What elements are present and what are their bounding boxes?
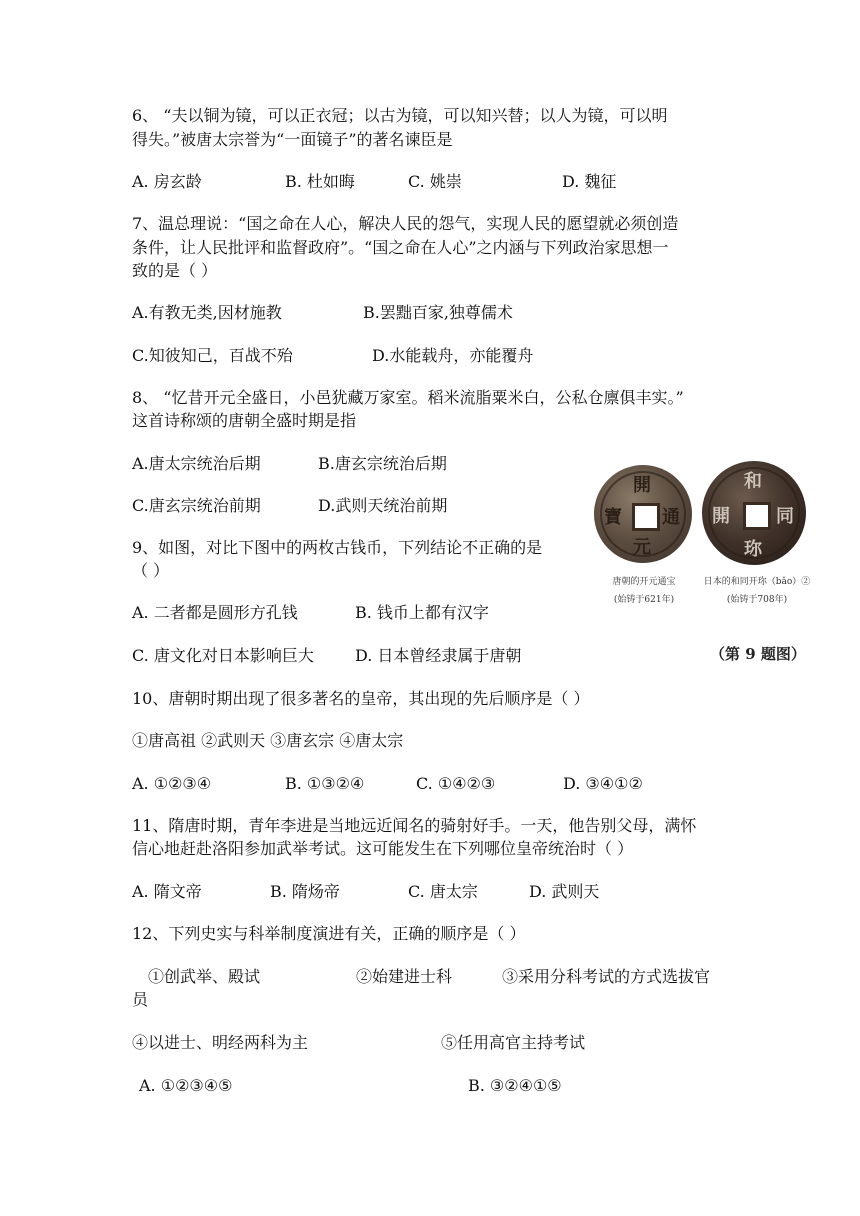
q10-option-b: B. ①③②④ <box>285 774 365 793</box>
coin1-glyph-left: 寶 <box>604 507 622 528</box>
q10-option-d: D. ③④①② <box>563 774 643 793</box>
coins-figure <box>590 455 822 670</box>
q7-option-a: A.有教无类,因材施教 <box>132 303 282 322</box>
q7-option-b: B.罢黜百家,独尊儒术 <box>363 303 513 322</box>
q12-stem: 12、下列史实与科举制度演进有关，正确的顺序是（ ） <box>132 924 526 943</box>
q6-option-c: C. 姚崇 <box>408 172 462 191</box>
q9-stem-line1: 9、如图，对比下图中的两枚古钱币，下列结论不正确的是 <box>132 538 543 557</box>
q9-option-c: C. 唐文化对日本影响巨大 <box>132 646 314 665</box>
coin2-glyph-bottom: 珎 <box>744 539 762 560</box>
q8-option-d: D.武则天统治前期 <box>318 496 448 515</box>
q12-option-b: B. ③②④①⑤ <box>468 1076 562 1095</box>
wado-kaichin-coin <box>702 461 806 565</box>
q12-item-1: ①创武举、殿试 <box>148 967 261 986</box>
coin2-caption-date: (始铸于708年) <box>726 595 788 605</box>
q9-option-a: A. 二者都是圆形方孔钱 <box>132 603 298 622</box>
q10-items: ①唐高祖 ②武则天 ③唐玄宗 ④唐太宗 <box>132 731 404 750</box>
q11-option-d: D. 武则天 <box>529 882 600 901</box>
coin2-caption-name: 日本的和同开珎（bǎo）② <box>703 577 811 587</box>
q10-stem: 10、唐朝时期出现了很多著名的皇帝，其出现的先后顺序是（ ） <box>132 689 590 708</box>
coin1-glyph-top: 開 <box>633 475 651 496</box>
q12-item-3: ③采用分科考试的方式选拔官 <box>502 967 711 986</box>
q6-option-a: A. 房玄龄 <box>132 172 202 191</box>
q12-item-3-wrap: 员 <box>132 990 149 1009</box>
coin1-caption-name: 唐朝的开元通宝 <box>612 577 676 587</box>
figure-label: （第 9 题图） <box>710 645 806 663</box>
coin2-glyph-left: 開 <box>712 506 730 527</box>
coin1-glyph-bottom: 元 <box>633 537 651 558</box>
q9-option-d: D. 日本曾经隶属于唐朝 <box>355 646 522 665</box>
q11-option-b: B. 隋炀帝 <box>270 882 340 901</box>
q11-option-c: C. 唐太宗 <box>408 882 478 901</box>
q12-item-4: ④以进士、明经两科为主 <box>132 1033 309 1052</box>
q6-stem-line2: 得失。”被唐太宗誉为“一面镜子”的著名谏臣是 <box>132 130 453 149</box>
q8-option-b: B.唐玄宗统治后期 <box>318 454 447 473</box>
q8-stem-line1: 8、 “忆昔开元全盛日，小邑犹藏万家室。稻米流脂粟米白，公私仓廪俱丰实。” <box>132 388 684 407</box>
q6-stem-line1: 6、 “夫以铜为镜，可以正衣冠；以古为镜，可以知兴替；以人为镜，可以明 <box>132 106 668 125</box>
q12-item-5: ⑤任用高官主持考试 <box>441 1033 586 1052</box>
kaiyuan-tongbao-coin <box>594 465 692 563</box>
q7-stem-line3: 致的是（ ） <box>132 261 218 280</box>
q8-option-a: A.唐太宗统治后期 <box>132 454 261 473</box>
q9-option-b: B. 钱币上都有汉字 <box>355 603 489 622</box>
q11-option-a: A. 隋文帝 <box>132 882 202 901</box>
q6-option-d: D. 魏征 <box>562 172 617 191</box>
q8-option-c: C.唐玄宗统治前期 <box>132 496 261 515</box>
q11-stem-line2: 信心地赶赴洛阳参加武举考试。这可能发生在下列哪位皇帝统治时（ ） <box>132 839 634 858</box>
q7-stem-line2: 条件，让人民批评和监督政府”。“国之命在人心”之内涵与下列政治家思想一 <box>132 238 669 257</box>
q10-option-c: C. ①④②③ <box>416 774 496 793</box>
coin1-caption-date: (始铸于621年) <box>613 595 675 605</box>
q12-item-2: ②始建进士科 <box>356 967 453 986</box>
q10-option-a: A. ①②③④ <box>132 774 212 793</box>
q9-stem-line2: （ ） <box>132 561 170 580</box>
coin2-glyph-right: 同 <box>776 506 794 527</box>
coin1-glyph-right: 通 <box>662 507 680 528</box>
q7-stem-line1: 7、温总理说：“国之命在人心，解决人民的怨气，实现人民的愿望就必须创造 <box>132 214 679 233</box>
coin2-glyph-top: 和 <box>744 471 762 492</box>
q7-option-d: D.水能载舟，亦能覆舟 <box>372 346 534 365</box>
q7-option-c: C.知彼知己，百战不殆 <box>132 346 293 365</box>
q6-option-b: B. 杜如晦 <box>285 172 355 191</box>
q12-option-a: A. ①②③④⑤ <box>139 1076 233 1095</box>
q8-stem-line2: 这首诗称颂的唐朝全盛时期是指 <box>132 411 357 430</box>
q11-stem-line1: 11、隋唐时期，青年李进是当地远近闻名的骑射好手。一天，他告别父母，满怀 <box>132 816 697 835</box>
